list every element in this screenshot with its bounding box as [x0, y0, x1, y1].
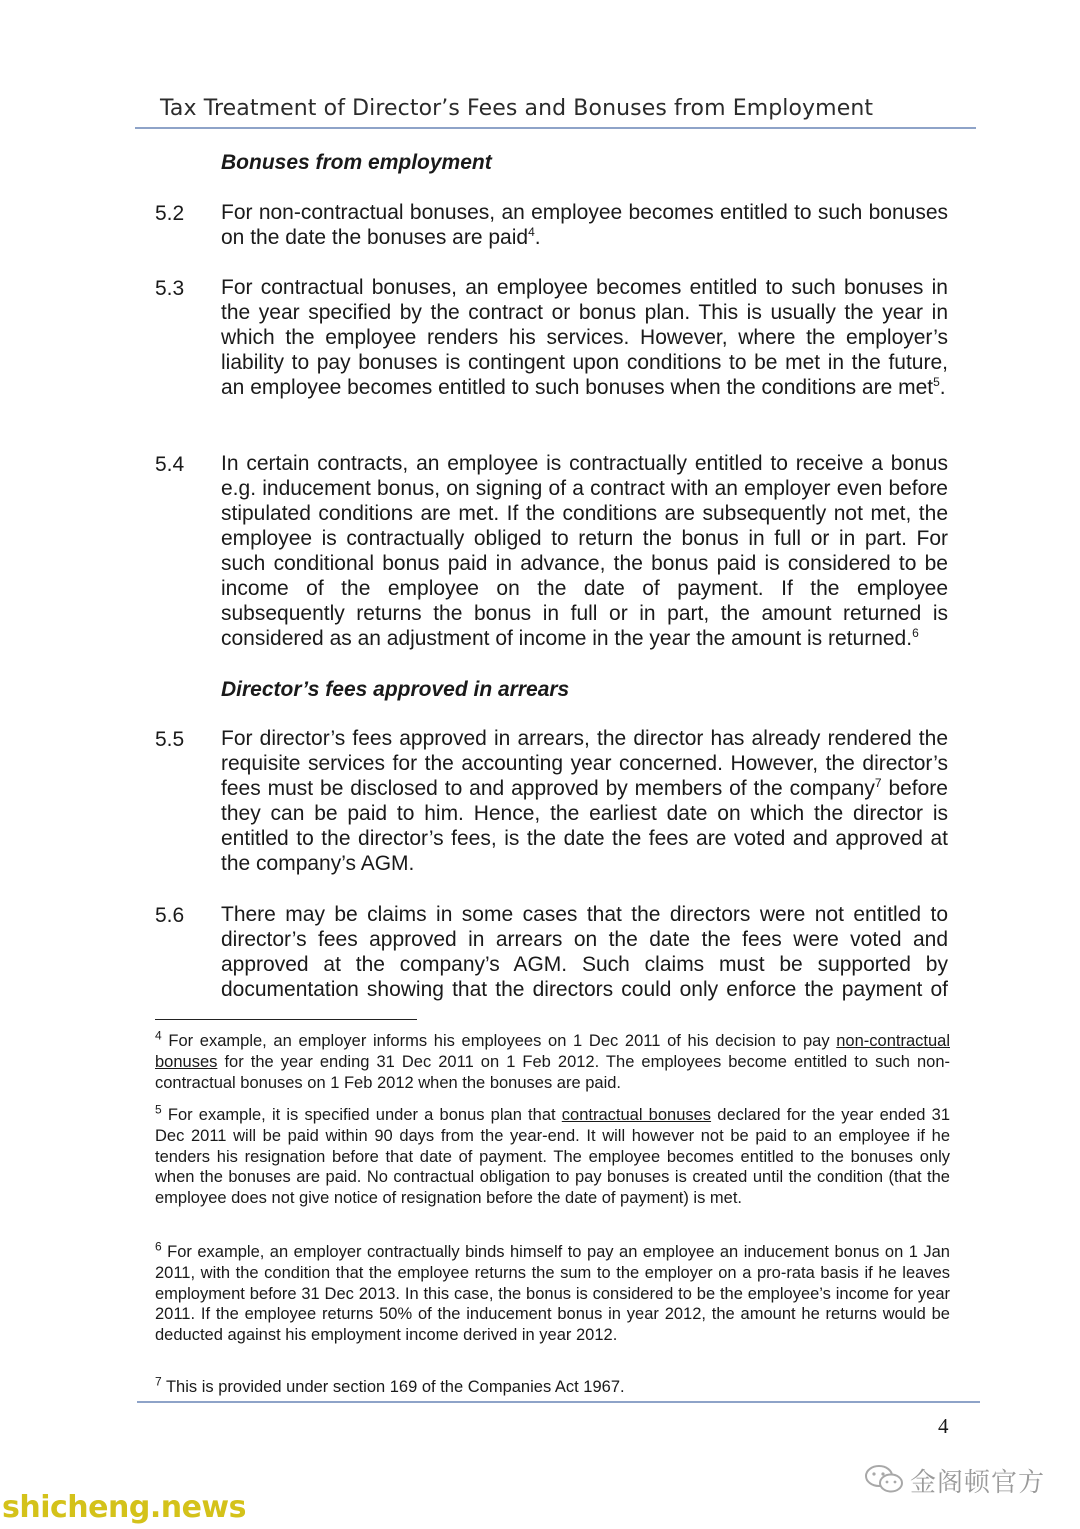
- paragraph-tail: .: [939, 376, 946, 399]
- section-heading-bonuses: Bonuses from employment: [221, 151, 492, 174]
- footnote-text: declared for the year ended 31 Dec 2011 will be paid within 90 days from the year-end. It will however not be paid to an employee if he tenders his resignation before that date of payment. The employee becomes entitled to the bonuses only when the bonuses are paid. No contractual obligation to pay bonuses is created until the condition (that the employee does not give notice of resignation before the date of payment) is met.: [155, 1106, 950, 1208]
- paragraph-text: For contractual bonuses, an employee becomes entitled to such bonuses in the year specified by the contract or bonus plan. This is usually the year in which the employee renders his services. However, where the employer’s liability to pay bonuses is contingent upon conditions to be met in the future, an employee becomes entitled to such bonuses when the conditions are met: [221, 276, 948, 399]
- paragraph-5-3: [221, 275, 948, 400]
- paragraph-5-2: [221, 200, 948, 250]
- paragraph-5-4: [221, 451, 948, 651]
- footnote-text: For example, an employer informs his employees on 1 Dec 2011 of his decision to pay: [161, 1032, 837, 1050]
- footer-rule: [137, 1401, 980, 1403]
- footnote-text: For example, an employer contractually binds himself to pay an employee an inducement bonus on 1 Jan 2011, with the condition that the employee returns the sum to the employer on a pro-rata basis if he leaves employment before 31 Dec 2013. In this case, the bonus is considered to be the employee’s income for year 2011. If the employee returns 50% of the inducement bonus in year 2012, the amount he returns would be deducted against his employment income derived in year 2012.: [155, 1243, 950, 1345]
- paragraph-number: 5.3: [155, 277, 185, 300]
- paragraph-tail: .: [534, 226, 541, 249]
- paragraph-number: 5.5: [155, 728, 185, 751]
- header-rule: [135, 127, 976, 129]
- footnote-ref: 4: [528, 225, 535, 239]
- paragraph-text-continued: before they can be paid to him. Hence, the earliest date on which the director is entitled to the director’s fees, is the date the fees are voted and approved at the company’s AGM.: [221, 777, 948, 875]
- footnote-marker: 4: [155, 1028, 162, 1043]
- footnote-underlined-term: non-contractual bonuses: [155, 1032, 950, 1071]
- paragraph-5-6: [221, 902, 948, 1002]
- paragraph-number: 5.4: [155, 453, 185, 476]
- footnote-ref: 6: [912, 626, 919, 640]
- footnote-7: [155, 1374, 950, 1398]
- footnote-separator: [155, 1019, 417, 1020]
- paragraph-5-5: [221, 726, 948, 876]
- footnote-marker: 5: [155, 1102, 162, 1117]
- paragraph-number: 5.6: [155, 904, 185, 927]
- footnote-marker: 7: [155, 1374, 162, 1389]
- footnote-ref: 7: [874, 776, 882, 790]
- page-number: 4: [938, 1414, 949, 1438]
- chat-bubbles-icon: [862, 1463, 906, 1495]
- paragraph-text: There may be claims in some cases that the directors were not entitled to director’s fees approved in arrears on the date the fees were voted and approved at the company’s AGM. Such claims must be supported by documentation showing that the directors could only enforce the payment of: [221, 903, 948, 1001]
- page-header-title: Tax Treatment of Director’s Fees and Bonuses from Employment: [160, 96, 874, 121]
- footnote-underlined-term: contractual bonuses: [561, 1106, 712, 1124]
- paragraph-text: For non-contractual bonuses, an employee becomes entitled to such bonuses on the date the bonuses are paid: [221, 201, 948, 249]
- footnote-marker: 6: [155, 1239, 162, 1254]
- footnote-ref: 5: [933, 375, 940, 389]
- paragraph-text: In certain contracts, an employee is contractually entitled to receive a bonus e.g. inducement bonus, on signing of a contract with an employer even before stipulated conditions are met. If the conditions are subsequently not met, the employee is contractually obliged to return the bonus in full or in part. For such conditional bonus paid in advance, the bonus paid is considered to be income of the employee on the date of payment. If the employee subsequently returns the bonus in full or in part, the amount returned is considered as an adjustment of income in the year the amount is returned.: [221, 452, 948, 650]
- section-heading-directors-fees: Director’s fees approved in arrears: [221, 678, 570, 701]
- watermark-site: shicheng.news: [2, 1490, 246, 1525]
- footnote-5: [155, 1102, 950, 1209]
- paragraph-text: For director’s fees approved in arrears, the director has already rendered the requisite services for the accounting year concerned. However, the director’s fees must be disclosed to and approved by members of the company: [221, 727, 948, 800]
- footnote-6: [155, 1239, 950, 1346]
- paragraph-number: 5.2: [155, 202, 185, 225]
- footnote-text: This is provided under section 169 of the Companies Act 1967.: [161, 1378, 625, 1396]
- watermark-brand: 金阁顿官方: [910, 1468, 1046, 1498]
- footnote-4: [155, 1028, 950, 1093]
- footnote-text: for the year ending 31 Dec 2011 on 1 Feb 2012. The employees become entitled to such non-contractual bonuses on 1 Feb 2012 when the bonuses are paid.: [155, 1052, 950, 1092]
- footnote-text: For example, it is specified under a bonus plan that: [161, 1106, 562, 1124]
